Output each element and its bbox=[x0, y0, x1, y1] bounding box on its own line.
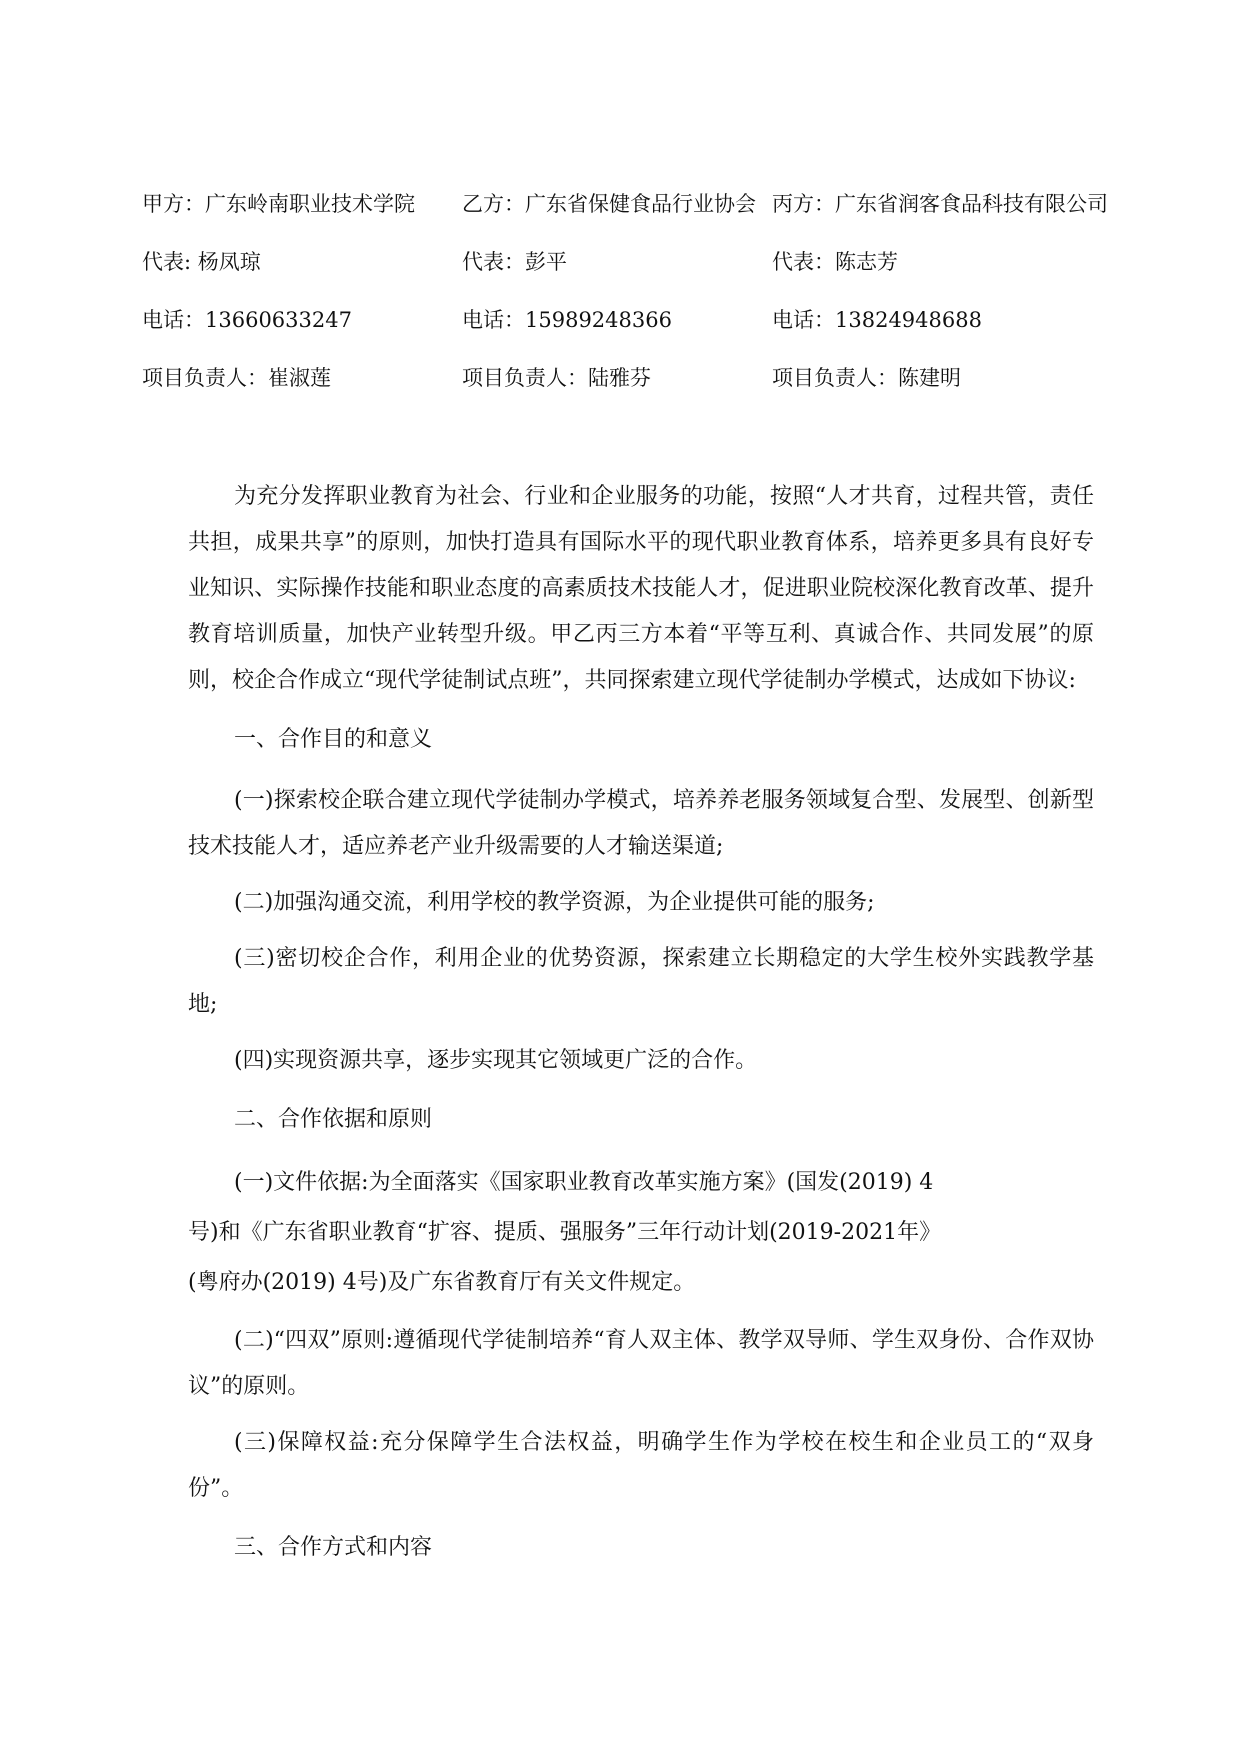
party-b-phone: 电话：15989248366 bbox=[462, 308, 672, 332]
party-c-leader: 项目负责人：陈建明 bbox=[772, 366, 961, 390]
section-2-item-1 bbox=[188, 1158, 1094, 1308]
party-name-row bbox=[142, 188, 1108, 246]
section-2-item-2: (二)“四双”原则:遵循现代学徒制培养“育人双主体、教学双导师、学生双身份、合作双协议”的原则。 bbox=[188, 1328, 1094, 1399]
party-a-name: 甲方：广东岭南职业技术学院 bbox=[142, 192, 415, 216]
section-3-title: 三、合作方式和内容 bbox=[234, 1535, 433, 1560]
party-phone-row bbox=[142, 304, 1102, 362]
party-b-leader: 项目负责人：陆雅芬 bbox=[462, 366, 651, 390]
party-leader-row bbox=[142, 362, 1102, 420]
party-c-phone: 电话：13824948688 bbox=[772, 308, 982, 332]
party-a-rep: 代表: 杨凤琼 bbox=[142, 250, 261, 274]
party-info-table bbox=[142, 188, 1108, 420]
party-a-phone: 电话：13660633247 bbox=[142, 308, 352, 332]
section-1-title: 一、合作目的和意义 bbox=[234, 727, 433, 752]
party-c-name: 丙方：广东省润客食品科技有限公司 bbox=[772, 192, 1108, 216]
party-b-name: 乙方：广东省保健食品行业协会 bbox=[462, 192, 756, 216]
section-1-item-3: (三)密切校企合作，利用企业的优势资源，探索建立长期稳定的大学生校外实践教学基地; bbox=[188, 946, 1094, 1017]
preamble-paragraph: 为充分发挥职业教育为社会、行业和企业服务的功能，按照“人才共育，过程共管，责任共担，成果共享”的原则，加快打造具有国际水平的现代职业教育体系，培养更多具有良好专业知识、实际操作技能和职业态度的高素质技术技能人才，促进职业院校深化教育改革、提升教育培训质量，加快产业转型升级。甲乙丙三方本着“平等互利、真诚合作、共同发展”的原则，校企合作成立“现代学徒制试点班”，共同探索建立现代学徒制办学模式，达成如下协议: bbox=[188, 484, 1094, 693]
party-c-rep: 代表：陈志芳 bbox=[772, 250, 898, 274]
agreement-body bbox=[188, 474, 1094, 1576]
section-2-item-1-line-1: (一)文件依据:为全面落实《国家职业教育改革实施方案》(国发(2019) 4 bbox=[234, 1170, 934, 1195]
section-2-item-1-line-2: 号)和《广东省职业教育“扩容、提质、强服务”三年行动计划(2019-2021年》 bbox=[188, 1220, 942, 1245]
section-2-item-1-line-3: (粤府办(2019) 4号)及广东省教育厅有关文件规定。 bbox=[188, 1270, 696, 1295]
section-2-item-3: (三)保障权益:充分保障学生合法权益，明确学生作为学校在校生和企业员工的“双身份”。 bbox=[188, 1430, 1094, 1501]
section-1-item-2: (二)加强沟通交流，利用学校的教学资源，为企业提供可能的服务; bbox=[234, 890, 875, 915]
party-rep-row bbox=[142, 246, 1102, 304]
section-2-title: 二、合作依据和原则 bbox=[234, 1107, 433, 1132]
section-1-item-1: (一)探索校企联合建立现代学徒制办学模式，培养养老服务领域复合型、发展型、创新型技术技能人才，适应养老产业升级需要的人才输送渠道; bbox=[188, 788, 1094, 859]
section-1-item-4: (四)实现资源共享，逐步实现其它领域更广泛的合作。 bbox=[234, 1048, 758, 1073]
party-a-leader: 项目负责人：崔淑莲 bbox=[142, 366, 331, 390]
party-b-rep: 代表：彭平 bbox=[462, 250, 567, 274]
